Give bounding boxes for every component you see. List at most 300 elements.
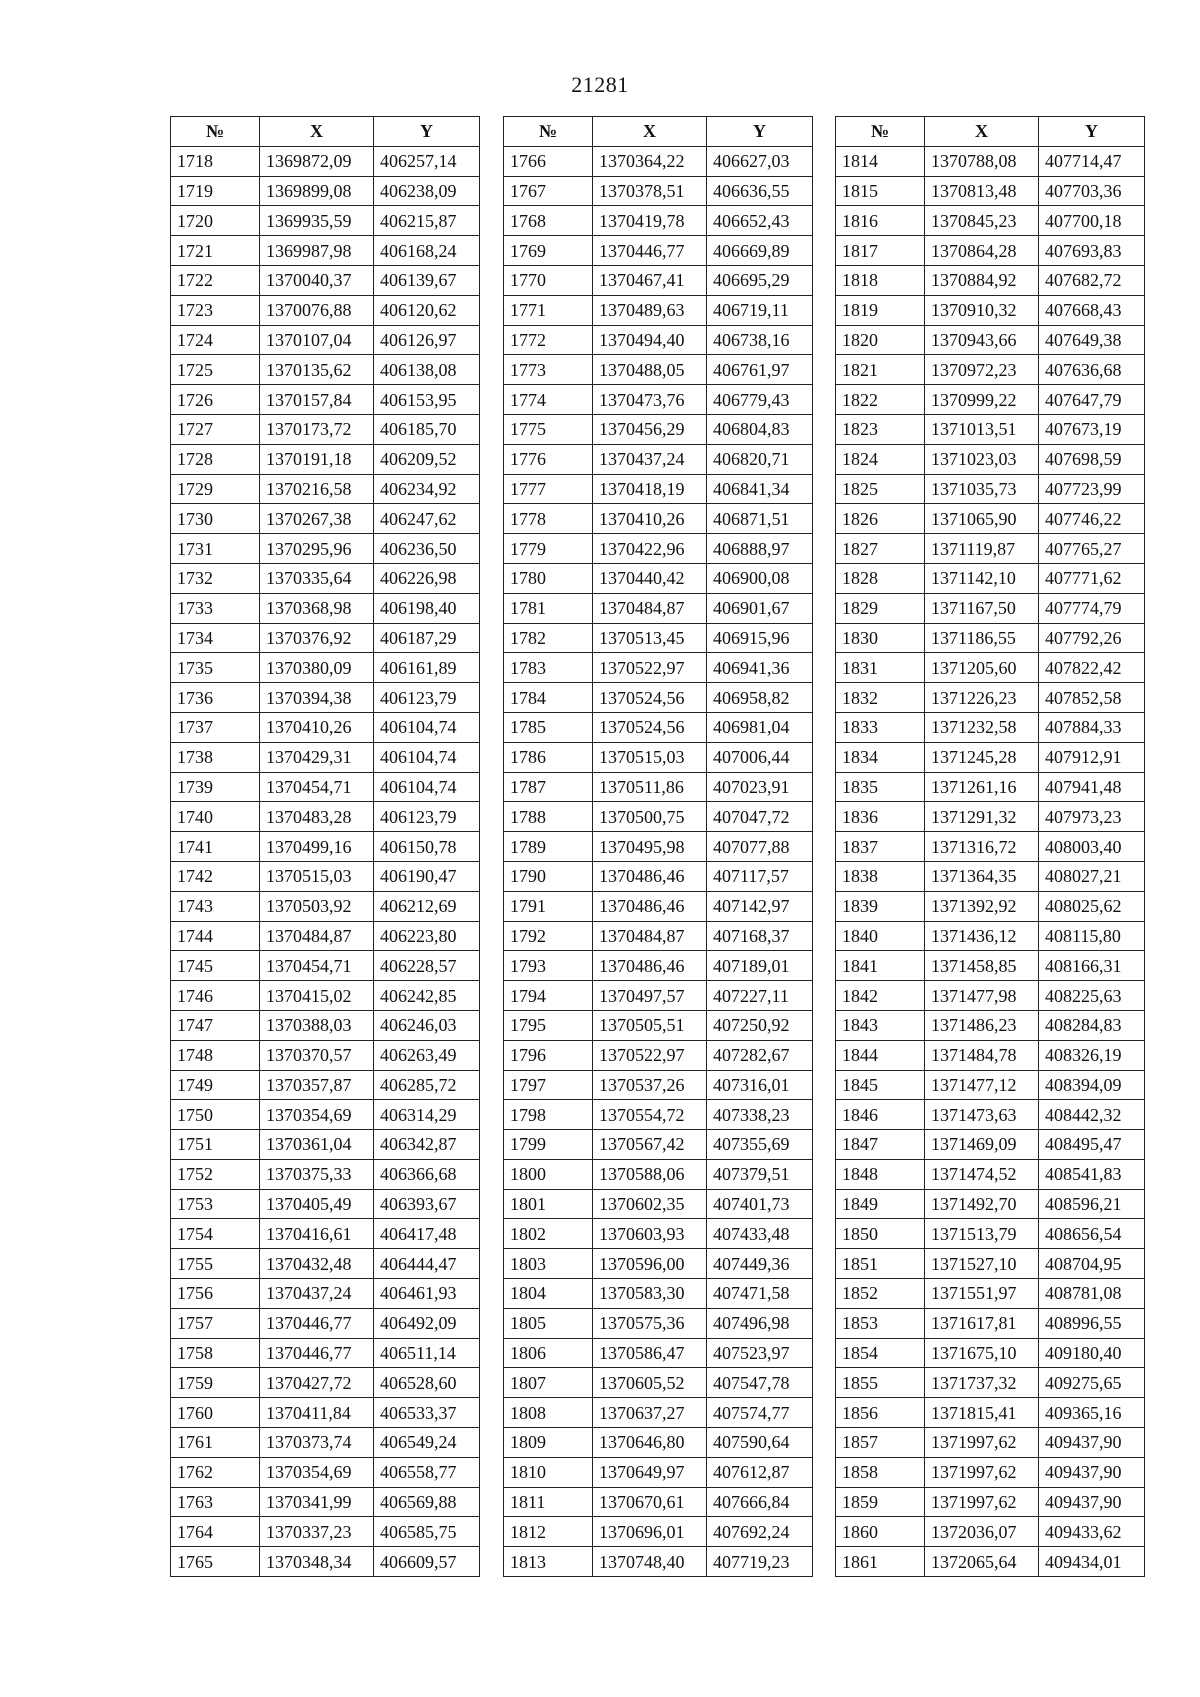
x-coordinate-cell: 1370489,63	[593, 295, 707, 325]
y-coordinate-cell: 406104,74	[374, 712, 480, 742]
table-row	[504, 534, 813, 564]
header-x: X	[260, 117, 374, 147]
point-number-cell: 1857	[836, 1428, 925, 1458]
y-coordinate-cell: 409437,90	[1039, 1428, 1145, 1458]
table-row	[171, 236, 480, 266]
point-number-cell: 1847	[836, 1130, 925, 1160]
x-coordinate-cell: 1370500,75	[593, 802, 707, 832]
table-row	[836, 1547, 1145, 1577]
x-coordinate-cell: 1369899,08	[260, 176, 374, 206]
y-coordinate-cell: 406652,43	[707, 206, 813, 236]
table-row	[171, 534, 480, 564]
x-coordinate-cell: 1370503,92	[260, 891, 374, 921]
x-coordinate-cell: 1370419,78	[593, 206, 707, 236]
point-number-cell: 1858	[836, 1457, 925, 1487]
x-coordinate-cell: 1370788,08	[925, 146, 1039, 176]
point-number-cell: 1846	[836, 1100, 925, 1130]
x-coordinate-cell: 1371142,10	[925, 563, 1039, 593]
table-row	[171, 176, 480, 206]
point-number-cell: 1795	[504, 1010, 593, 1040]
table-row	[504, 1189, 813, 1219]
table-row	[171, 861, 480, 891]
header-number: №	[504, 117, 593, 147]
table-row	[836, 1219, 1145, 1249]
y-coordinate-cell: 406981,04	[707, 712, 813, 742]
point-number-cell: 1738	[171, 742, 260, 772]
header-y: Y	[1039, 117, 1145, 147]
point-number-cell: 1739	[171, 772, 260, 802]
point-number-cell: 1751	[171, 1130, 260, 1160]
y-coordinate-cell: 406901,67	[707, 593, 813, 623]
point-number-cell: 1788	[504, 802, 593, 832]
x-coordinate-cell: 1370216,58	[260, 474, 374, 504]
table-row	[836, 265, 1145, 295]
table-row	[836, 683, 1145, 713]
y-coordinate-cell: 408284,83	[1039, 1010, 1145, 1040]
y-coordinate-cell: 406138,08	[374, 355, 480, 385]
y-coordinate-cell: 409275,65	[1039, 1368, 1145, 1398]
x-coordinate-cell: 1369987,98	[260, 236, 374, 266]
table-row	[836, 1010, 1145, 1040]
table-row	[836, 1040, 1145, 1070]
point-number-cell: 1769	[504, 236, 593, 266]
y-coordinate-cell: 409437,90	[1039, 1487, 1145, 1517]
point-number-cell: 1726	[171, 385, 260, 415]
y-coordinate-cell: 408996,55	[1039, 1308, 1145, 1338]
table-row	[836, 1338, 1145, 1368]
point-number-cell: 1753	[171, 1189, 260, 1219]
y-coordinate-cell: 407590,64	[707, 1428, 813, 1458]
x-coordinate-cell: 1370637,27	[593, 1398, 707, 1428]
y-coordinate-cell: 407649,38	[1039, 325, 1145, 355]
point-number-cell: 1815	[836, 176, 925, 206]
y-coordinate-cell: 406669,89	[707, 236, 813, 266]
y-coordinate-cell: 406636,55	[707, 176, 813, 206]
x-coordinate-cell: 1370405,49	[260, 1189, 374, 1219]
y-coordinate-cell: 407636,68	[1039, 355, 1145, 385]
y-coordinate-cell: 406627,03	[707, 146, 813, 176]
x-coordinate-cell: 1370418,19	[593, 474, 707, 504]
x-coordinate-cell: 1371226,23	[925, 683, 1039, 713]
y-coordinate-cell: 406366,68	[374, 1159, 480, 1189]
x-coordinate-cell: 1370135,62	[260, 355, 374, 385]
y-coordinate-cell: 407006,44	[707, 742, 813, 772]
point-number-cell: 1792	[504, 921, 593, 951]
point-number-cell: 1806	[504, 1338, 593, 1368]
y-coordinate-cell: 406958,82	[707, 683, 813, 713]
x-coordinate-cell: 1370446,77	[260, 1338, 374, 1368]
table-row	[171, 1189, 480, 1219]
point-number-cell: 1849	[836, 1189, 925, 1219]
y-coordinate-cell: 407355,69	[707, 1130, 813, 1160]
table-row	[171, 206, 480, 236]
table-row	[504, 593, 813, 623]
point-number-cell: 1859	[836, 1487, 925, 1517]
x-coordinate-cell: 1370373,74	[260, 1428, 374, 1458]
table-row	[836, 295, 1145, 325]
y-coordinate-cell: 406738,16	[707, 325, 813, 355]
x-coordinate-cell: 1370910,32	[925, 295, 1039, 325]
point-number-cell: 1720	[171, 206, 260, 236]
table-row	[171, 325, 480, 355]
point-number-cell: 1823	[836, 414, 925, 444]
y-coordinate-cell: 406871,51	[707, 504, 813, 534]
point-number-cell: 1830	[836, 623, 925, 653]
y-coordinate-cell: 407496,98	[707, 1308, 813, 1338]
table-row	[171, 1487, 480, 1517]
y-coordinate-cell: 408442,32	[1039, 1100, 1145, 1130]
y-coordinate-cell: 408704,95	[1039, 1249, 1145, 1279]
table-row	[504, 1487, 813, 1517]
table-row	[171, 593, 480, 623]
table-row	[504, 891, 813, 921]
y-coordinate-cell: 406761,97	[707, 355, 813, 385]
y-coordinate-cell: 407449,36	[707, 1249, 813, 1279]
x-coordinate-cell: 1371484,78	[925, 1040, 1039, 1070]
table-row	[836, 623, 1145, 653]
y-coordinate-cell: 408495,47	[1039, 1130, 1145, 1160]
x-coordinate-cell: 1370354,69	[260, 1457, 374, 1487]
table-row	[836, 1189, 1145, 1219]
y-coordinate-cell: 406314,29	[374, 1100, 480, 1130]
point-number-cell: 1814	[836, 146, 925, 176]
point-number-cell: 1761	[171, 1428, 260, 1458]
x-coordinate-cell: 1370972,23	[925, 355, 1039, 385]
table-row	[504, 1547, 813, 1577]
table-row	[836, 861, 1145, 891]
x-coordinate-cell: 1372036,07	[925, 1517, 1039, 1547]
x-coordinate-cell: 1370646,80	[593, 1428, 707, 1458]
y-coordinate-cell: 406123,79	[374, 683, 480, 713]
y-coordinate-cell: 406915,96	[707, 623, 813, 653]
point-number-cell: 1783	[504, 653, 593, 683]
x-coordinate-cell: 1371364,35	[925, 861, 1039, 891]
point-number-cell: 1774	[504, 385, 593, 415]
table-row	[836, 1070, 1145, 1100]
point-number-cell: 1791	[504, 891, 593, 921]
y-coordinate-cell: 407471,58	[707, 1279, 813, 1309]
point-number-cell: 1836	[836, 802, 925, 832]
y-coordinate-cell: 407574,77	[707, 1398, 813, 1428]
point-number-cell: 1837	[836, 832, 925, 862]
point-number-cell: 1851	[836, 1249, 925, 1279]
table-row	[171, 1040, 480, 1070]
y-coordinate-cell: 406234,92	[374, 474, 480, 504]
y-coordinate-cell: 407612,87	[707, 1457, 813, 1487]
y-coordinate-cell: 406215,87	[374, 206, 480, 236]
y-coordinate-cell: 407973,23	[1039, 802, 1145, 832]
y-coordinate-cell: 406511,14	[374, 1338, 480, 1368]
y-coordinate-cell: 406212,69	[374, 891, 480, 921]
point-number-cell: 1786	[504, 742, 593, 772]
header-number: №	[171, 117, 260, 147]
table-row	[504, 1100, 813, 1130]
y-coordinate-cell: 406238,09	[374, 176, 480, 206]
x-coordinate-cell: 1371245,28	[925, 742, 1039, 772]
table-row	[504, 1457, 813, 1487]
table-row	[504, 772, 813, 802]
point-number-cell: 1827	[836, 534, 925, 564]
x-coordinate-cell: 1370602,35	[593, 1189, 707, 1219]
y-coordinate-cell: 408025,62	[1039, 891, 1145, 921]
table-row	[504, 1040, 813, 1070]
table-row	[171, 653, 480, 683]
y-coordinate-cell: 407682,72	[1039, 265, 1145, 295]
header-y: Y	[707, 117, 813, 147]
y-coordinate-cell: 408225,63	[1039, 981, 1145, 1011]
table-row	[504, 325, 813, 355]
x-coordinate-cell: 1370670,61	[593, 1487, 707, 1517]
y-coordinate-cell: 406190,47	[374, 861, 480, 891]
y-coordinate-cell: 407077,88	[707, 832, 813, 862]
coordinates-table-2	[503, 116, 813, 1577]
point-number-cell: 1765	[171, 1547, 260, 1577]
table-row	[504, 1159, 813, 1189]
point-number-cell: 1842	[836, 981, 925, 1011]
x-coordinate-cell: 1370649,97	[593, 1457, 707, 1487]
x-coordinate-cell: 1370484,87	[593, 921, 707, 951]
point-number-cell: 1825	[836, 474, 925, 504]
table-row	[504, 1398, 813, 1428]
x-coordinate-cell: 1370486,46	[593, 951, 707, 981]
point-number-cell: 1850	[836, 1219, 925, 1249]
y-coordinate-cell: 407746,22	[1039, 504, 1145, 534]
x-coordinate-cell: 1370295,96	[260, 534, 374, 564]
y-coordinate-cell: 406209,52	[374, 444, 480, 474]
point-number-cell: 1737	[171, 712, 260, 742]
point-number-cell: 1834	[836, 742, 925, 772]
point-number-cell: 1784	[504, 683, 593, 713]
table-row	[836, 832, 1145, 862]
x-coordinate-cell: 1370394,38	[260, 683, 374, 713]
y-coordinate-cell: 407168,37	[707, 921, 813, 951]
point-number-cell: 1826	[836, 504, 925, 534]
table-row	[504, 206, 813, 236]
header-x: X	[593, 117, 707, 147]
y-coordinate-cell: 407523,97	[707, 1338, 813, 1368]
point-number-cell: 1725	[171, 355, 260, 385]
y-coordinate-cell: 407666,84	[707, 1487, 813, 1517]
x-coordinate-cell: 1370596,00	[593, 1249, 707, 1279]
x-coordinate-cell: 1370440,42	[593, 563, 707, 593]
table-row	[171, 1517, 480, 1547]
point-number-cell: 1759	[171, 1368, 260, 1398]
y-coordinate-cell: 407401,73	[707, 1189, 813, 1219]
table-row	[836, 563, 1145, 593]
x-coordinate-cell: 1370429,31	[260, 742, 374, 772]
point-number-cell: 1793	[504, 951, 593, 981]
table-row	[171, 981, 480, 1011]
table-row	[504, 146, 813, 176]
x-coordinate-cell: 1370446,77	[260, 1308, 374, 1338]
x-coordinate-cell: 1370411,84	[260, 1398, 374, 1428]
table-row	[504, 1517, 813, 1547]
y-coordinate-cell: 406104,74	[374, 742, 480, 772]
table-row	[171, 1010, 480, 1040]
y-coordinate-cell: 406585,75	[374, 1517, 480, 1547]
table-row	[171, 385, 480, 415]
table-row	[171, 504, 480, 534]
y-coordinate-cell: 409433,62	[1039, 1517, 1145, 1547]
point-number-cell: 1756	[171, 1279, 260, 1309]
y-coordinate-cell: 406695,29	[707, 265, 813, 295]
table-row	[504, 1249, 813, 1279]
y-coordinate-cell: 406820,71	[707, 444, 813, 474]
table-row	[504, 712, 813, 742]
y-coordinate-cell: 406528,60	[374, 1368, 480, 1398]
x-coordinate-cell: 1371675,10	[925, 1338, 1039, 1368]
y-coordinate-cell: 407673,19	[1039, 414, 1145, 444]
x-coordinate-cell: 1370488,05	[593, 355, 707, 385]
y-coordinate-cell: 406247,62	[374, 504, 480, 534]
x-coordinate-cell: 1371186,55	[925, 623, 1039, 653]
y-coordinate-cell: 406126,97	[374, 325, 480, 355]
y-coordinate-cell: 406139,67	[374, 265, 480, 295]
x-coordinate-cell: 1370524,56	[593, 712, 707, 742]
point-number-cell: 1724	[171, 325, 260, 355]
y-coordinate-cell: 406120,62	[374, 295, 480, 325]
x-coordinate-cell: 1370505,51	[593, 1010, 707, 1040]
x-coordinate-cell: 1370415,02	[260, 981, 374, 1011]
x-coordinate-cell: 1370605,52	[593, 1368, 707, 1398]
table-row	[504, 1219, 813, 1249]
y-coordinate-cell: 407822,42	[1039, 653, 1145, 683]
point-number-cell: 1728	[171, 444, 260, 474]
point-number-cell: 1722	[171, 265, 260, 295]
y-coordinate-cell: 406417,48	[374, 1219, 480, 1249]
table-row	[504, 1368, 813, 1398]
point-number-cell: 1841	[836, 951, 925, 981]
point-number-cell: 1781	[504, 593, 593, 623]
point-number-cell: 1745	[171, 951, 260, 981]
table-row	[171, 1368, 480, 1398]
x-coordinate-cell: 1370376,92	[260, 623, 374, 653]
x-coordinate-cell: 1370378,51	[593, 176, 707, 206]
x-coordinate-cell: 1371477,12	[925, 1070, 1039, 1100]
table-row	[171, 1457, 480, 1487]
x-coordinate-cell: 1370380,09	[260, 653, 374, 683]
x-coordinate-cell: 1371035,73	[925, 474, 1039, 504]
x-coordinate-cell: 1370267,38	[260, 504, 374, 534]
table-row	[171, 891, 480, 921]
y-coordinate-cell: 409434,01	[1039, 1547, 1145, 1577]
x-coordinate-cell: 1371737,32	[925, 1368, 1039, 1398]
y-coordinate-cell: 406609,57	[374, 1547, 480, 1577]
point-number-cell: 1785	[504, 712, 593, 742]
x-coordinate-cell: 1370370,57	[260, 1040, 374, 1070]
x-coordinate-cell: 1371458,85	[925, 951, 1039, 981]
point-number-cell: 1742	[171, 861, 260, 891]
point-number-cell: 1741	[171, 832, 260, 862]
x-coordinate-cell: 1370173,72	[260, 414, 374, 444]
x-coordinate-cell: 1370494,40	[593, 325, 707, 355]
y-coordinate-cell: 406226,98	[374, 563, 480, 593]
point-number-cell: 1829	[836, 593, 925, 623]
table-row	[171, 1279, 480, 1309]
table-row	[171, 683, 480, 713]
table-row	[171, 1249, 480, 1279]
y-coordinate-cell: 407647,79	[1039, 385, 1145, 415]
table-row	[836, 742, 1145, 772]
x-coordinate-cell: 1371474,52	[925, 1159, 1039, 1189]
y-coordinate-cell: 406888,97	[707, 534, 813, 564]
y-coordinate-cell: 407765,27	[1039, 534, 1145, 564]
point-number-cell: 1812	[504, 1517, 593, 1547]
y-coordinate-cell: 407379,51	[707, 1159, 813, 1189]
y-coordinate-cell: 407852,58	[1039, 683, 1145, 713]
point-number-cell: 1852	[836, 1279, 925, 1309]
point-number-cell: 1819	[836, 295, 925, 325]
x-coordinate-cell: 1370575,36	[593, 1308, 707, 1338]
point-number-cell: 1778	[504, 504, 593, 534]
point-number-cell: 1809	[504, 1428, 593, 1458]
table-row	[836, 504, 1145, 534]
point-number-cell: 1828	[836, 563, 925, 593]
table-row	[836, 951, 1145, 981]
table-row	[171, 355, 480, 385]
x-coordinate-cell: 1370884,92	[925, 265, 1039, 295]
x-coordinate-cell: 1370486,46	[593, 891, 707, 921]
table-row	[504, 474, 813, 504]
x-coordinate-cell: 1370588,06	[593, 1159, 707, 1189]
table-row	[504, 1308, 813, 1338]
table-row	[836, 1100, 1145, 1130]
table-row	[504, 861, 813, 891]
x-coordinate-cell: 1370484,87	[260, 921, 374, 951]
y-coordinate-cell: 407316,01	[707, 1070, 813, 1100]
table-row	[504, 295, 813, 325]
table-row	[171, 1130, 480, 1160]
y-coordinate-cell: 406941,36	[707, 653, 813, 683]
x-coordinate-cell: 1370107,04	[260, 325, 374, 355]
point-number-cell: 1832	[836, 683, 925, 713]
point-number-cell: 1821	[836, 355, 925, 385]
table-row	[171, 265, 480, 295]
y-coordinate-cell: 407250,92	[707, 1010, 813, 1040]
x-coordinate-cell: 1371205,60	[925, 653, 1039, 683]
x-coordinate-cell: 1370427,72	[260, 1368, 374, 1398]
x-coordinate-cell: 1370454,71	[260, 951, 374, 981]
point-number-cell: 1727	[171, 414, 260, 444]
y-coordinate-cell: 407227,11	[707, 981, 813, 1011]
table-row	[836, 534, 1145, 564]
point-number-cell: 1789	[504, 832, 593, 862]
table-row	[504, 921, 813, 951]
table-row	[504, 742, 813, 772]
y-coordinate-cell: 406228,57	[374, 951, 480, 981]
table-row	[171, 742, 480, 772]
table-row	[504, 1070, 813, 1100]
y-coordinate-cell: 407117,57	[707, 861, 813, 891]
y-coordinate-cell: 406150,78	[374, 832, 480, 862]
y-coordinate-cell: 407792,26	[1039, 623, 1145, 653]
table-row	[504, 1130, 813, 1160]
y-coordinate-cell: 409437,90	[1039, 1457, 1145, 1487]
table-row	[836, 653, 1145, 683]
x-coordinate-cell: 1370361,04	[260, 1130, 374, 1160]
point-number-cell: 1754	[171, 1219, 260, 1249]
table-row	[171, 1398, 480, 1428]
y-coordinate-cell: 406168,24	[374, 236, 480, 266]
point-number-cell: 1790	[504, 861, 593, 891]
y-coordinate-cell: 406841,34	[707, 474, 813, 504]
table-row	[836, 206, 1145, 236]
point-number-cell: 1820	[836, 325, 925, 355]
x-coordinate-cell: 1371486,23	[925, 1010, 1039, 1040]
table-row	[836, 385, 1145, 415]
x-coordinate-cell: 1370341,99	[260, 1487, 374, 1517]
x-coordinate-cell: 1370157,84	[260, 385, 374, 415]
